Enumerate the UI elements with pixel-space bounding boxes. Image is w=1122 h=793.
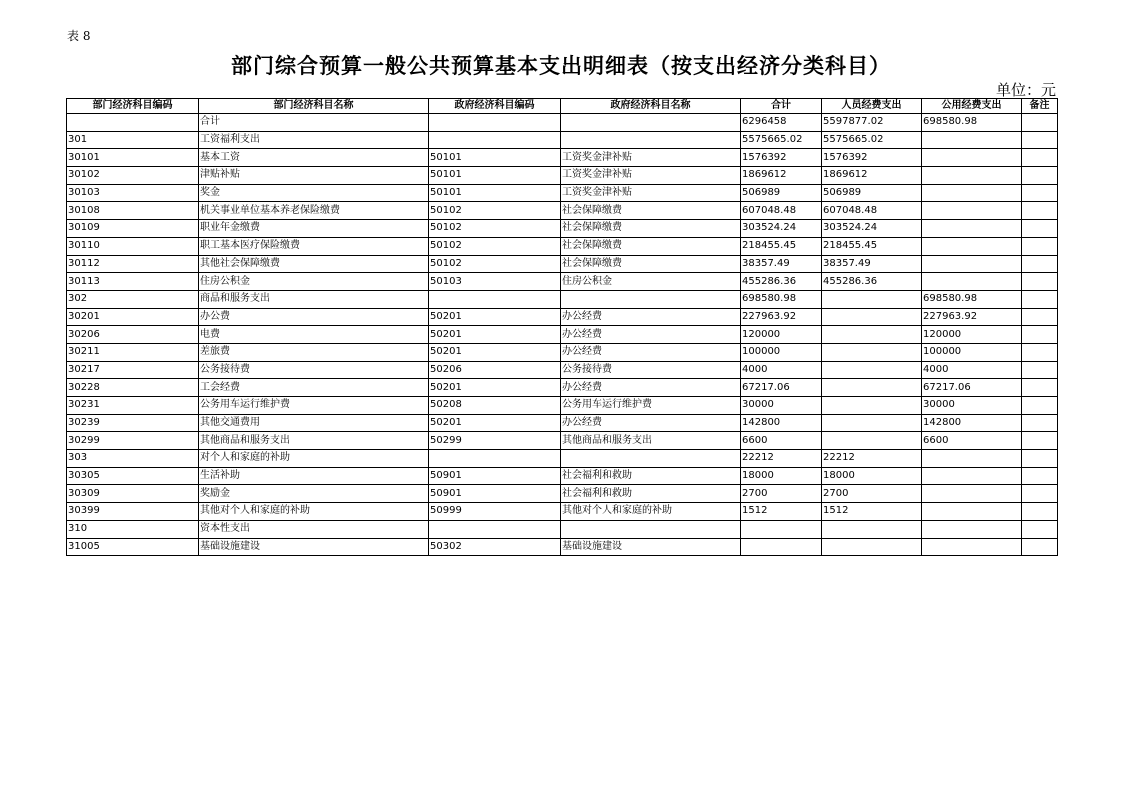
- cell-personnel: 5575665.02: [822, 131, 922, 149]
- table-row: [67, 237, 1058, 255]
- cell-personnel: 506989: [822, 184, 922, 202]
- cell-remarks: [1022, 202, 1058, 220]
- cell-total: 607048.48: [741, 202, 822, 220]
- cell-gov-name: 公务接待费: [561, 361, 741, 379]
- cell-gov-code: 50102: [429, 237, 561, 255]
- cell-gov-name: 社会保障缴费: [561, 202, 741, 220]
- cell-personnel: [822, 520, 922, 538]
- cell-gov-code: 50901: [429, 467, 561, 485]
- cell-dept-name: 其他商品和服务支出: [199, 432, 429, 450]
- cell-dept-name: 职工基本医疗保险缴费: [199, 237, 429, 255]
- cell-public: [922, 255, 1022, 273]
- cell-total: 22212: [741, 450, 822, 468]
- cell-public: 698580.98: [922, 290, 1022, 308]
- cell-public: [922, 520, 1022, 538]
- document-title: 部门综合预算一般公共预算基本支出明细表（按支出经济分类科目）: [231, 53, 891, 78]
- cell-dept-code: 310: [67, 520, 199, 538]
- cell-gov-code: 50299: [429, 432, 561, 450]
- cell-gov-code: [429, 520, 561, 538]
- cell-total: 6600: [741, 432, 822, 450]
- cell-dept-name: 机关事业单位基本养老保险缴费: [199, 202, 429, 220]
- cell-dept-code: 30102: [67, 167, 199, 185]
- cell-remarks: [1022, 167, 1058, 185]
- table-row: [67, 467, 1058, 485]
- cell-total: 120000: [741, 326, 822, 344]
- cell-public: [922, 485, 1022, 503]
- budget-table: [66, 98, 1058, 556]
- col-header-gov-code: 政府经济科目编码: [429, 99, 561, 114]
- table-row: [67, 450, 1058, 468]
- cell-remarks: [1022, 237, 1058, 255]
- cell-personnel: 18000: [822, 467, 922, 485]
- cell-public: 4000: [922, 361, 1022, 379]
- table-row: [67, 273, 1058, 291]
- cell-personnel: 303524.24: [822, 220, 922, 238]
- cell-gov-name: [561, 520, 741, 538]
- cell-total: 67217.06: [741, 379, 822, 397]
- cell-dept-code: 30112: [67, 255, 199, 273]
- cell-gov-code: 50102: [429, 255, 561, 273]
- cell-gov-code: 50201: [429, 414, 561, 432]
- cell-dept-code: 30305: [67, 467, 199, 485]
- cell-public: 698580.98: [922, 114, 1022, 132]
- cell-personnel: [822, 379, 922, 397]
- cell-dept-name: 其他社会保障缴费: [199, 255, 429, 273]
- table-row: [67, 503, 1058, 521]
- cell-dept-name: 对个人和家庭的补助: [199, 450, 429, 468]
- cell-dept-code: 30309: [67, 485, 199, 503]
- cell-gov-name: 社会福利和救助: [561, 467, 741, 485]
- cell-personnel: [822, 538, 922, 556]
- cell-personnel: 607048.48: [822, 202, 922, 220]
- cell-personnel: 1576392: [822, 149, 922, 167]
- cell-gov-name: 办公经费: [561, 414, 741, 432]
- cell-gov-code: 50101: [429, 167, 561, 185]
- cell-gov-code: [429, 114, 561, 132]
- cell-dept-code: 301: [67, 131, 199, 149]
- cell-dept-name: 奖励金: [199, 485, 429, 503]
- cell-dept-code: 303: [67, 450, 199, 468]
- cell-dept-name: 资本性支出: [199, 520, 429, 538]
- cell-total: 6296458: [741, 114, 822, 132]
- cell-gov-name: 住房公积金: [561, 273, 741, 291]
- cell-gov-code: 50101: [429, 149, 561, 167]
- cell-gov-code: 50206: [429, 361, 561, 379]
- cell-personnel: 1512: [822, 503, 922, 521]
- cell-personnel: 1869612: [822, 167, 922, 185]
- col-header-total: 合计: [741, 99, 822, 114]
- cell-dept-code: 30217: [67, 361, 199, 379]
- cell-public: 120000: [922, 326, 1022, 344]
- table-row: [67, 202, 1058, 220]
- cell-remarks: [1022, 538, 1058, 556]
- table-row: [67, 538, 1058, 556]
- table-row: [67, 220, 1058, 238]
- cell-remarks: [1022, 379, 1058, 397]
- cell-public: [922, 450, 1022, 468]
- cell-remarks: [1022, 397, 1058, 415]
- cell-dept-name: 奖金: [199, 184, 429, 202]
- table-row: [67, 326, 1058, 344]
- cell-personnel: 455286.36: [822, 273, 922, 291]
- cell-remarks: [1022, 220, 1058, 238]
- table-body: [67, 114, 1058, 556]
- cell-gov-code: [429, 290, 561, 308]
- cell-public: [922, 503, 1022, 521]
- cell-dept-name: 工资福利支出: [199, 131, 429, 149]
- col-header-dept-code: 部门经济科目编码: [67, 99, 199, 114]
- cell-gov-name: 其他对个人和家庭的补助: [561, 503, 741, 521]
- cell-dept-name: 差旅费: [199, 343, 429, 361]
- table-row: [67, 290, 1058, 308]
- cell-total: 1576392: [741, 149, 822, 167]
- cell-gov-name: [561, 131, 741, 149]
- cell-gov-name: [561, 290, 741, 308]
- cell-remarks: [1022, 432, 1058, 450]
- cell-public: [922, 184, 1022, 202]
- cell-remarks: [1022, 290, 1058, 308]
- cell-public: [922, 131, 1022, 149]
- table-header-row: [67, 99, 1058, 114]
- cell-dept-name: 电费: [199, 326, 429, 344]
- col-header-gov-name: 政府经济科目名称: [561, 99, 741, 114]
- cell-public: [922, 538, 1022, 556]
- cell-gov-code: 50201: [429, 343, 561, 361]
- cell-personnel: [822, 326, 922, 344]
- cell-total: 506989: [741, 184, 822, 202]
- cell-public: [922, 149, 1022, 167]
- cell-remarks: [1022, 467, 1058, 485]
- cell-gov-code: 50103: [429, 273, 561, 291]
- cell-remarks: [1022, 343, 1058, 361]
- cell-total: 38357.49: [741, 255, 822, 273]
- table-row: [67, 255, 1058, 273]
- cell-gov-name: 办公经费: [561, 343, 741, 361]
- table-row: [67, 184, 1058, 202]
- cell-gov-code: 50999: [429, 503, 561, 521]
- cell-gov-name: 社会福利和救助: [561, 485, 741, 503]
- table-row: [67, 149, 1058, 167]
- cell-public: 30000: [922, 397, 1022, 415]
- cell-personnel: [822, 290, 922, 308]
- cell-dept-name: 工会经费: [199, 379, 429, 397]
- cell-gov-name: 工资奖金津补贴: [561, 167, 741, 185]
- table-row: [67, 520, 1058, 538]
- cell-dept-code: 30113: [67, 273, 199, 291]
- cell-total: 142800: [741, 414, 822, 432]
- cell-remarks: [1022, 308, 1058, 326]
- cell-personnel: 5597877.02: [822, 114, 922, 132]
- col-header-remarks: 备注: [1022, 99, 1058, 114]
- cell-gov-code: 50102: [429, 220, 561, 238]
- cell-remarks: [1022, 326, 1058, 344]
- table-number: 表 8: [67, 29, 91, 43]
- cell-dept-name: 生活补助: [199, 467, 429, 485]
- cell-remarks: [1022, 485, 1058, 503]
- cell-gov-code: [429, 131, 561, 149]
- cell-total: [741, 538, 822, 556]
- cell-public: 6600: [922, 432, 1022, 450]
- cell-remarks: [1022, 273, 1058, 291]
- cell-remarks: [1022, 184, 1058, 202]
- cell-gov-name: 工资奖金津补贴: [561, 184, 741, 202]
- table-row: [67, 485, 1058, 503]
- cell-personnel: 22212: [822, 450, 922, 468]
- cell-gov-code: 50201: [429, 326, 561, 344]
- cell-dept-code: [67, 114, 199, 132]
- cell-public: [922, 237, 1022, 255]
- cell-total: [741, 520, 822, 538]
- cell-total: 303524.24: [741, 220, 822, 238]
- cell-dept-name: 合计: [199, 114, 429, 132]
- cell-remarks: [1022, 114, 1058, 132]
- cell-total: 30000: [741, 397, 822, 415]
- cell-dept-name: 公务用车运行维护费: [199, 397, 429, 415]
- cell-gov-code: 50208: [429, 397, 561, 415]
- cell-public: 142800: [922, 414, 1022, 432]
- cell-dept-code: 30110: [67, 237, 199, 255]
- cell-public: [922, 202, 1022, 220]
- cell-remarks: [1022, 361, 1058, 379]
- cell-remarks: [1022, 520, 1058, 538]
- cell-remarks: [1022, 149, 1058, 167]
- cell-personnel: 38357.49: [822, 255, 922, 273]
- col-header-dept-name: 部门经济科目名称: [199, 99, 429, 114]
- unit-label: 单位：元: [995, 81, 1056, 99]
- cell-gov-code: 50201: [429, 379, 561, 397]
- cell-personnel: [822, 397, 922, 415]
- cell-gov-name: 工资奖金津补贴: [561, 149, 741, 167]
- cell-public: [922, 220, 1022, 238]
- table-row: [67, 343, 1058, 361]
- cell-gov-code: 50102: [429, 202, 561, 220]
- cell-gov-name: 办公经费: [561, 326, 741, 344]
- cell-dept-name: 公务接待费: [199, 361, 429, 379]
- cell-public: 67217.06: [922, 379, 1022, 397]
- cell-gov-code: [429, 450, 561, 468]
- cell-total: 455286.36: [741, 273, 822, 291]
- cell-personnel: 2700: [822, 485, 922, 503]
- cell-public: 100000: [922, 343, 1022, 361]
- cell-total: 1869612: [741, 167, 822, 185]
- cell-gov-name: 社会保障缴费: [561, 237, 741, 255]
- cell-public: [922, 167, 1022, 185]
- table-row: [67, 167, 1058, 185]
- cell-gov-code: 50302: [429, 538, 561, 556]
- cell-dept-code: 30201: [67, 308, 199, 326]
- cell-remarks: [1022, 255, 1058, 273]
- cell-dept-code: 30206: [67, 326, 199, 344]
- cell-gov-name: 社会保障缴费: [561, 255, 741, 273]
- table-row: [67, 131, 1058, 149]
- cell-gov-code: 50201: [429, 308, 561, 326]
- cell-dept-code: 30228: [67, 379, 199, 397]
- cell-personnel: [822, 414, 922, 432]
- cell-total: 5575665.02: [741, 131, 822, 149]
- cell-gov-code: 50101: [429, 184, 561, 202]
- cell-gov-name: 基础设施建设: [561, 538, 741, 556]
- cell-remarks: [1022, 503, 1058, 521]
- cell-total: 1512: [741, 503, 822, 521]
- table-row: [67, 361, 1058, 379]
- cell-dept-name: 基本工资: [199, 149, 429, 167]
- table-row: [67, 432, 1058, 450]
- cell-total: 218455.45: [741, 237, 822, 255]
- cell-total: 2700: [741, 485, 822, 503]
- cell-gov-name: [561, 114, 741, 132]
- cell-public: [922, 467, 1022, 485]
- cell-remarks: [1022, 414, 1058, 432]
- cell-dept-name: 住房公积金: [199, 273, 429, 291]
- cell-personnel: 218455.45: [822, 237, 922, 255]
- cell-remarks: [1022, 450, 1058, 468]
- cell-gov-name: 办公经费: [561, 308, 741, 326]
- cell-gov-name: 公务用车运行维护费: [561, 397, 741, 415]
- cell-total: 4000: [741, 361, 822, 379]
- cell-dept-code: 302: [67, 290, 199, 308]
- cell-total: 18000: [741, 467, 822, 485]
- cell-dept-code: 30239: [67, 414, 199, 432]
- cell-dept-code: 30103: [67, 184, 199, 202]
- cell-dept-name: 基础设施建设: [199, 538, 429, 556]
- cell-total: 100000: [741, 343, 822, 361]
- cell-dept-code: 30211: [67, 343, 199, 361]
- cell-gov-name: 其他商品和服务支出: [561, 432, 741, 450]
- cell-personnel: [822, 308, 922, 326]
- col-header-public: 公用经费支出: [922, 99, 1022, 114]
- cell-dept-code: 30101: [67, 149, 199, 167]
- cell-remarks: [1022, 131, 1058, 149]
- cell-personnel: [822, 432, 922, 450]
- cell-total: 227963.92: [741, 308, 822, 326]
- cell-dept-code: 30109: [67, 220, 199, 238]
- col-header-personnel: 人员经费支出: [822, 99, 922, 114]
- cell-gov-code: 50901: [429, 485, 561, 503]
- table-row: [67, 414, 1058, 432]
- cell-dept-name: 商品和服务支出: [199, 290, 429, 308]
- cell-dept-name: 职业年金缴费: [199, 220, 429, 238]
- cell-gov-name: [561, 450, 741, 468]
- cell-personnel: [822, 343, 922, 361]
- cell-dept-name: 津贴补贴: [199, 167, 429, 185]
- cell-public: 227963.92: [922, 308, 1022, 326]
- cell-total: 698580.98: [741, 290, 822, 308]
- cell-gov-name: 社会保障缴费: [561, 220, 741, 238]
- table-row: [67, 397, 1058, 415]
- cell-dept-code: 30299: [67, 432, 199, 450]
- cell-public: [922, 273, 1022, 291]
- cell-dept-name: 其他对个人和家庭的补助: [199, 503, 429, 521]
- table-row: [67, 379, 1058, 397]
- cell-dept-code: 30108: [67, 202, 199, 220]
- cell-dept-name: 其他交通费用: [199, 414, 429, 432]
- cell-dept-name: 办公费: [199, 308, 429, 326]
- cell-gov-name: 办公经费: [561, 379, 741, 397]
- cell-personnel: [822, 361, 922, 379]
- cell-dept-code: 31005: [67, 538, 199, 556]
- cell-dept-code: 30231: [67, 397, 199, 415]
- table-row: [67, 114, 1058, 132]
- cell-dept-code: 30399: [67, 503, 199, 521]
- table-row: [67, 308, 1058, 326]
